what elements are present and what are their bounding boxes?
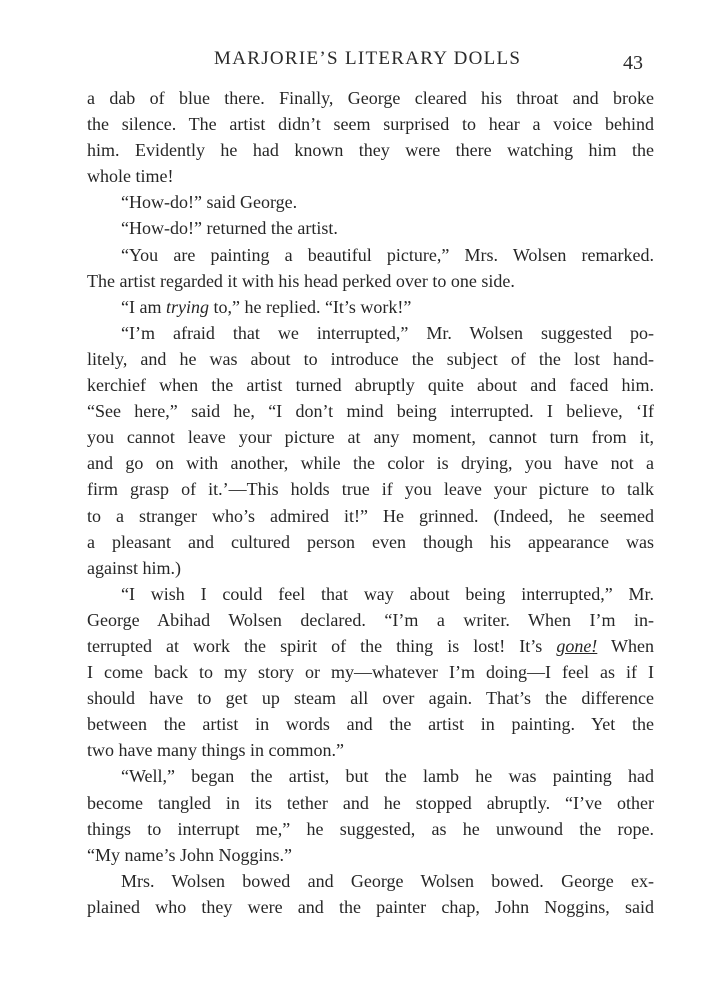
running-title: MARJORIE’S LITERARY DOLLS	[214, 48, 522, 69]
running-header	[0, 48, 727, 76]
text-line: George Abihad Wolsen declared. “I’m a writer. When I’m in-	[87, 609, 654, 630]
text-line: “I wish I could feel that way about being interrupted,” Mr.	[121, 583, 654, 604]
text-line	[87, 633, 654, 659]
text-line: become tangled in its tether and he stopped abruptly. “I’ve other	[87, 792, 654, 813]
emphasized-word: trying	[165, 296, 209, 317]
page-number: 43	[623, 52, 643, 74]
text-line: between the artist in words and the artist in painting. Yet the	[87, 714, 654, 735]
text-line: him. Evidently he had known they were there watching him the	[87, 140, 654, 161]
text-line: “How-do!” said George.	[121, 192, 298, 213]
text-line: whole time!	[87, 166, 174, 187]
text-line: should have to get up steam all over again. That’s the difference	[87, 688, 654, 709]
text-line: litely, and he was about to introduce the subject of the lost hand-	[87, 348, 654, 369]
text-line: plained who they were and the painter chap, John Noggins, said	[87, 896, 654, 917]
text-line: the silence. The artist didn’t seem surprised to hear a voice behind	[87, 114, 654, 135]
text-line: “My name’s John Noggins.”	[87, 844, 292, 865]
text-fragment: to,” he replied. “It’s work!”	[208, 296, 412, 317]
text-line: Mrs. Wolsen bowed and George Wolsen bowed. George ex-	[121, 870, 654, 891]
text-line: I come back to my story or my—whatever I’m doing—I feel as if I	[87, 662, 654, 683]
text-line: and go on with another, while the color is drying, you have not a	[87, 453, 654, 474]
text-line: things to interrupt me,” he suggested, as he unwound the rope.	[87, 818, 654, 839]
text-line: you cannot leave your picture at any moment, cannot turn from it,	[87, 427, 654, 448]
text-fragment: terrupted at work the spirit of the thing is lost! It’s	[87, 635, 557, 656]
text-line: “How-do!” returned the artist.	[121, 218, 338, 239]
text-line: “You are painting a beautiful picture,” Mrs. Wolsen remarked.	[121, 244, 654, 265]
text-line: two have many things in common.”	[87, 740, 344, 761]
text-line: firm grasp of it.’—This holds true if you leave your picture to talk	[87, 479, 654, 500]
text-line: against him.)	[87, 557, 181, 578]
emphasized-word: gone!	[556, 635, 598, 656]
text-line: “See here,” said he, “I don’t mind being interrupted. I believe, ‘If	[87, 401, 654, 422]
text-line: a pleasant and cultured person even though his appearance was	[87, 531, 654, 552]
text-line: a dab of blue there. Finally, George cleared his throat and broke	[87, 88, 654, 108]
text-line: “I’m afraid that we interrupted,” Mr. Wolsen suggested po-	[121, 322, 654, 343]
text-fragment: “I am	[121, 296, 166, 317]
text-fragment: When	[597, 635, 654, 656]
text-line	[87, 294, 654, 320]
text-line: “Well,” began the artist, but the lamb he was painting had	[121, 766, 654, 787]
text-line: to a stranger who’s admired it!” He grinned. (Indeed, he seemed	[87, 505, 654, 526]
text-line: The artist regarded it with his head perked over to one side.	[87, 270, 515, 291]
text-line: kerchief when the artist turned abruptly quite about and faced him.	[87, 375, 654, 396]
body-text	[87, 85, 654, 920]
